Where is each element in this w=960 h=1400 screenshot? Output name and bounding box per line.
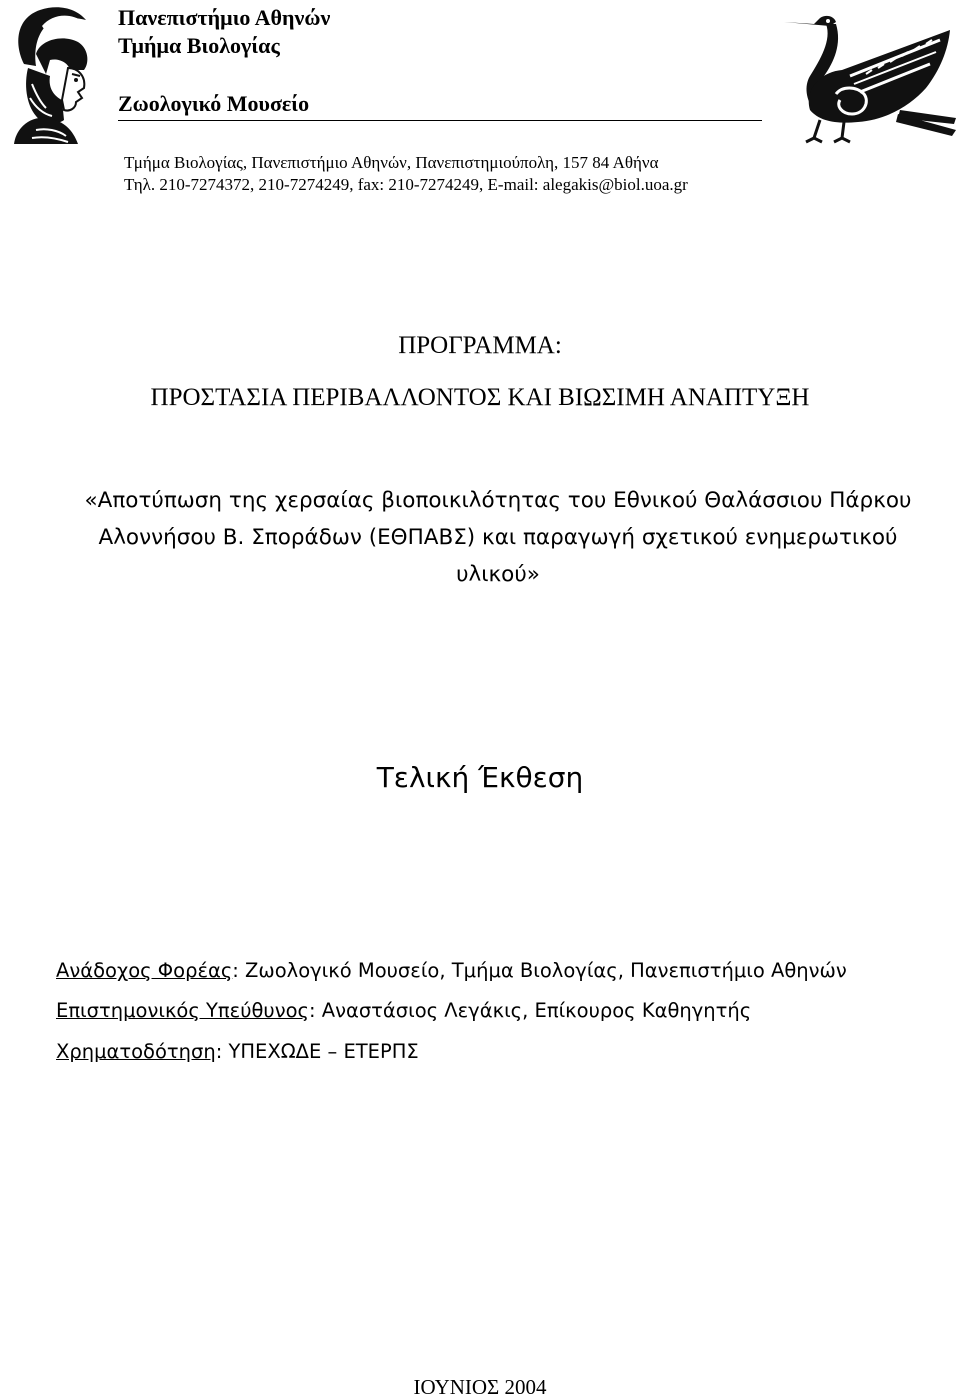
header-divider [118, 120, 762, 121]
report-date: ΙΟΥΝΙΟΣ 2004 [413, 1375, 547, 1399]
university-athena-logo [6, 4, 110, 144]
stylized-bird-icon [780, 10, 956, 144]
report-type-heading: Τελική Έκθεση [376, 761, 584, 794]
project-title: «Αποτύπωση της χερσαίας βιοποικιλότητας του Εθνικού Θαλάσσιου Πάρκου Αλοννήσου Β. Σποράδων (ΕΘΠΑΒΣ) και παραγωγή σχετικού ενημερωτικού υλικού» [84, 488, 912, 587]
program-title: ΠΡΟΣΤΑΣΙΑ ΠΕΡΙΒΑΛΛΟΝΤΟΣ ΚΑΙ ΒΙΩΣΙΜΗ ΑΝΑΠΤΥΞΗ [150, 384, 810, 411]
funding-line [56, 1039, 936, 1065]
scientific-lead-line [56, 998, 936, 1024]
funding-value: : ΥΠΕΧΩΔΕ – ΕΤΕΡΠΣ [215, 1040, 419, 1063]
athena-helmet-icon [6, 4, 110, 144]
museum-bird-logo [780, 10, 956, 144]
address-line: Τμήμα Βιολογίας, Πανεπιστήμιο Αθηνών, Πανεπιστημιούπολη, 157 84 Αθήνα [124, 153, 659, 172]
university-name: Πανεπιστήμιο Αθηνών [118, 5, 331, 30]
funding-label: Χρηματοδότηση [56, 1040, 216, 1063]
scientific-lead-value: : Αναστάσιος Λεγάκις, Επίκουρος Καθηγητής [308, 999, 752, 1022]
contractor-label: Ανάδοχος Φορέας [56, 959, 233, 982]
department-name: Τμήμα Βιολογίας [118, 33, 280, 58]
museum-name: Ζωολογικό Μουσείο [118, 91, 310, 116]
contractor-value: : Ζωολογικό Μουσείο, Τμήμα Βιολογίας, Πανεπιστήμιο Αθηνών [232, 959, 847, 982]
program-label: ΠΡΟΓΡΑΜΜΑ: [398, 332, 562, 359]
contractor-line [56, 958, 936, 984]
contact-line: Τηλ. 210-7274372, 210-7274249, fax: 210-7274249, E-mail: alegakis@biol.uoa.gr [124, 175, 688, 194]
scientific-lead-label: Επιστημονικός Υπεύθυνος [56, 999, 309, 1022]
